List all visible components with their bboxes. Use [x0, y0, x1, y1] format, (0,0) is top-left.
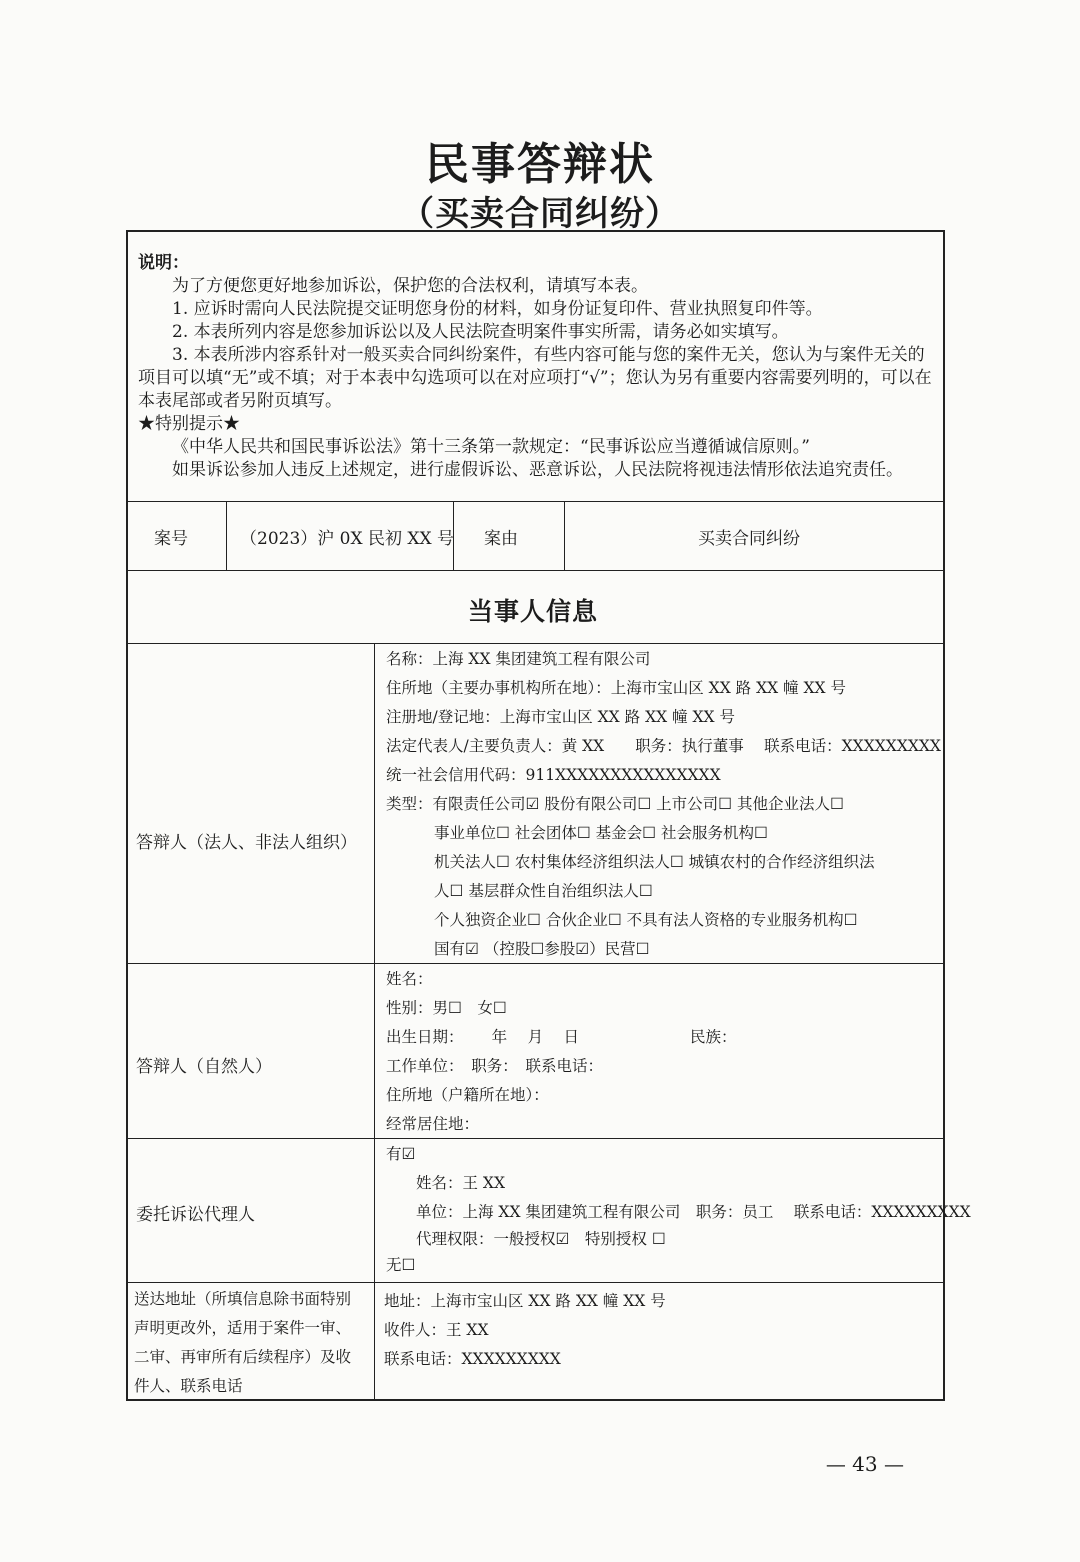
case-cause-label: 案由: [484, 529, 518, 549]
person-residence: 经常居住地：: [386, 1115, 480, 1133]
person-birth: 出生日期： 年 月 日: [386, 1028, 580, 1046]
special-notice-heading: ★特别提示★: [138, 414, 240, 434]
person-domicile: 住所地（户籍所在地）：: [386, 1086, 549, 1104]
row-divider: [126, 643, 945, 644]
case-number-value: （2023）沪 0X 民初 XX 号: [240, 529, 455, 549]
column-divider: [564, 501, 565, 570]
instructions-line: 2. 本表所列内容是您参加诉讼以及人民法院查明案件事实所需，请务必如实填写。: [172, 322, 789, 342]
org-type-row: 类型：有限责任公司☑ 股份有限公司☐ 上市公司☐ 其他企业法人☐: [386, 795, 844, 813]
delivery-phone: 联系电话：XXXXXXXXX: [384, 1350, 561, 1368]
agent-label: 委托诉讼代理人: [136, 1205, 255, 1225]
instructions-heading: 说明：: [138, 253, 189, 273]
org-type-row: 个人独资企业☐ 合伙企业☐ 不具有法人资格的专业服务机构☐: [434, 911, 858, 929]
warning-text: 如果诉讼参加人违反上述规定，进行虚假诉讼、恶意诉讼，人民法院将视违法情形依法追究责任。: [172, 460, 903, 480]
org-type-row: 机关法人☐ 农村集体经济组织法人☐ 城镇农村的合作经济组织法: [434, 853, 875, 871]
instructions-line: 3. 本表所涉内容系针对一般买卖合同纠纷案件，有些内容可能与您的案件无关，您认为与案件无关的项目可以填“无”或不填；对于本表中勾选项可以在对应项打“√”；您认为另有重要内容需要列明的，可以在本表尾部或者另附页填写。: [138, 345, 932, 411]
person-ethnicity: 民族：: [690, 1028, 737, 1046]
delivery-label-line: 件人、联系电话: [134, 1377, 243, 1395]
respondent-person-label: 答辩人（自然人）: [136, 1057, 272, 1077]
person-work: 工作单位： 职务： 联系电话：: [386, 1057, 604, 1075]
delivery-recipient: 收件人：王 XX: [384, 1321, 489, 1339]
column-divider: [226, 501, 227, 570]
delivery-info: [384, 1287, 666, 1374]
org-domicile: 住所地（主要办事机构所在地）：上海市宝山区 XX 路 XX 幢 XX 号: [386, 679, 847, 697]
column-divider: [374, 643, 375, 1401]
case-number-label: 案号: [154, 529, 188, 549]
delivery-label-line: 二审、再审所有后续程序）及收: [134, 1348, 352, 1366]
respondent-org-label: 答辩人（法人、非法人组织）: [136, 833, 357, 853]
instructions-line: 1. 应诉时需向人民法院提交证明您身份的材料，如身份证复印件、营业执照复印件等。: [172, 299, 823, 319]
agent-none: 无☐: [386, 1256, 416, 1274]
agent-name: 姓名：王 XX: [416, 1174, 505, 1192]
agent-unit: 单位：上海 XX 集团建筑工程有限公司 职务：员工 联系电话：XXXXXXXXX: [416, 1203, 971, 1221]
delivery-address: 地址：上海市宝山区 XX 路 XX 幢 XX 号: [384, 1292, 666, 1310]
section-title: 当事人信息: [468, 597, 599, 626]
delivery-label-line: 声明更改外，适用于案件一审、: [134, 1319, 352, 1337]
law-citation: 《中华人民共和国民事诉讼法》第十三条第一款规定：“民事诉讼应当遵循诚信原则。”: [172, 437, 810, 457]
org-type-row: 事业单位☐ 社会团体☐ 基金会☐ 社会服务机构☐: [434, 824, 768, 842]
agent-info: [386, 1140, 971, 1278]
org-name: 名称：上海 XX 集团建筑工程有限公司: [386, 650, 651, 668]
org-registered: 注册地/登记地：上海市宝山区 XX 路 XX 幢 XX 号: [386, 708, 735, 726]
org-type-row: 人☐ 基层群众性自治组织法人☐: [434, 882, 653, 900]
org-ownership-row: 国有☑ （控股☐参股☑）民营☐: [434, 940, 650, 958]
agent-authority: 代理权限：一般授权☑ 特别授权 ☐: [416, 1230, 666, 1248]
instructions-block: [138, 252, 938, 482]
row-divider: [126, 501, 945, 502]
org-credit-code: 统一社会信用代码：911XXXXXXXXXXXXXXX: [386, 766, 721, 784]
person-name: 姓名：: [386, 970, 433, 988]
org-representative: 法定代表人/主要负责人：黄 XX 职务：执行董事 联系电话：XXXXXXXXX: [386, 737, 941, 755]
instructions-line: 为了方便您更好地参加诉讼，保护您的合法权利，请填写本表。: [172, 276, 648, 296]
delivery-label-line: 送达地址（所填信息除书面特别: [134, 1290, 352, 1308]
row-divider: [126, 570, 945, 571]
page-number: — 43 —: [825, 1452, 904, 1476]
case-cause-value: 买卖合同纠纷: [698, 529, 800, 549]
delivery-label: [134, 1285, 351, 1401]
person-gender: 性别：男☐ 女☐: [386, 999, 507, 1017]
respondent-org-info: [386, 645, 941, 964]
respondent-person-info: [386, 965, 603, 1139]
document-subtitle: （买卖合同纠纷）: [400, 194, 680, 234]
row-divider: [126, 1282, 945, 1283]
agent-has: 有☑: [386, 1145, 416, 1163]
document-title: 民事答辩状: [425, 139, 655, 190]
